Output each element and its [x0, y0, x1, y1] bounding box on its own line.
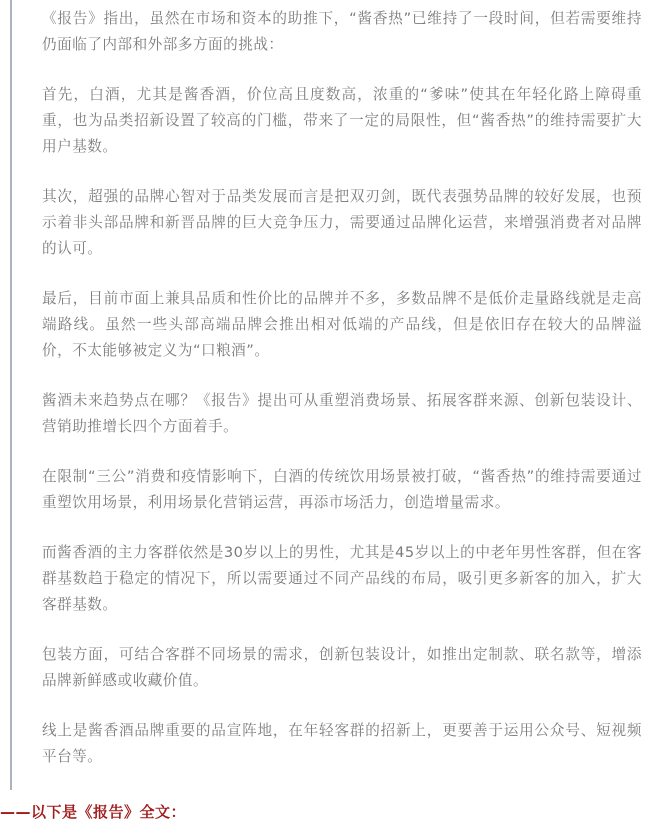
paragraph-customers: 而酱香酒的主力客群依然是30岁以上的男性，尤其是45岁以上的中老年男性客群，但在客群基数趋于稳定的情况下，所以需要通过不同产品线的布局，吸引更多新客的加入，扩大客群基数。: [42, 544, 642, 613]
quote-rule: [10, 0, 12, 790]
article-body: [42, 6, 642, 770]
paragraph-last: 最后，目前市面上兼具品质和性价比的品牌并不多，多数品牌不是低价走量路线就是走高端路线。虽然一些头部高端品牌会推出相对低端的产品线，但是依旧存在较大的品牌溢价，不太能够被定义为“口粮酒”。: [42, 290, 642, 359]
full-report-heading: ——以下是《报告》全文：: [0, 803, 187, 821]
paragraph-challenges-intro: 《报告》指出，虽然在市场和资本的助推下，“酱香热”已维持了一段时间，但若需要维持仍面临了内部和外部多方面的挑战：: [42, 10, 642, 53]
paragraph-first: 首先，白酒，尤其是酱香酒，价位高且度数高，浓重的“爹味”使其在年轻化路上障碍重重，也为品类招新设置了较高的门槛，带来了一定的局限性，但“酱香热”的维持需要扩大用户基数。: [42, 86, 642, 155]
paragraph-packaging: 包装方面，可结合客群不同场景的需求，创新包装设计，如推出定制款、联名款等，增添品牌新鲜感或收藏价值。: [42, 646, 642, 689]
paragraph-second: 其次，超强的品牌心智对于品类发展而言是把双刃剑，既代表强势品牌的较好发展，也预示着非头部品牌和新晋品牌的巨大竞争压力，需要通过品牌化运营，来增强消费者对品牌的认可。: [42, 188, 642, 257]
paragraph-future-trends: 酱酒未来趋势点在哪？《报告》提出可从重塑消费场景、拓展客群来源、创新包装设计、营销助推增长四个方面着手。: [42, 392, 642, 435]
paragraph-online: 线上是酱香酒品牌重要的品宣阵地，在年轻客群的招新上，更要善于运用公众号、短视频平台等。: [42, 722, 642, 765]
paragraph-scenarios: 在限制“三公”消费和疫情影响下，白酒的传统饮用场景被打破，“酱香热”的维持需要通过重塑饮用场景，利用场景化营销运营，再添市场活力，创造增量需求。: [42, 468, 642, 511]
